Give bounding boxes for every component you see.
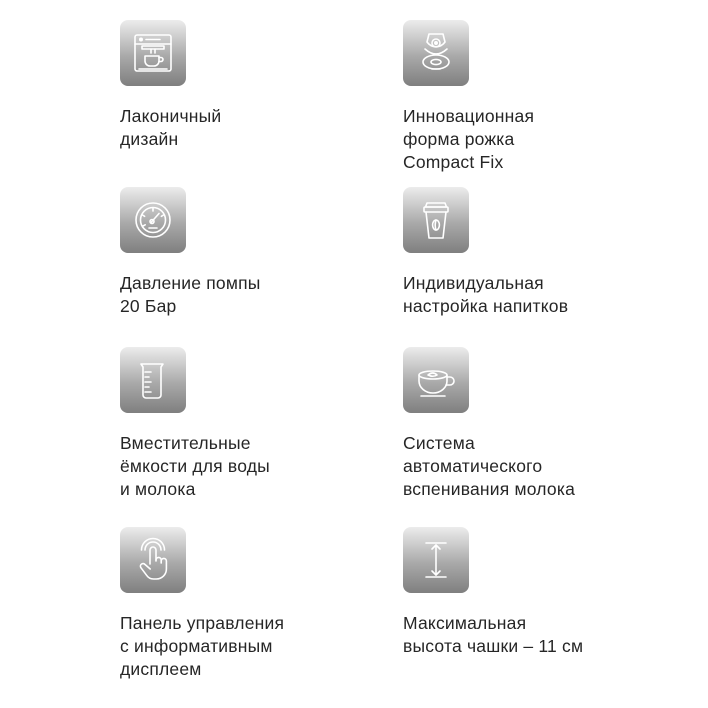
caption-line: Лаконичный: [120, 106, 222, 126]
feature-caption: [403, 272, 663, 318]
feature-caption: [403, 105, 663, 174]
feature-icon-tile: [120, 347, 186, 413]
caption-line: Индивидуальная: [403, 273, 544, 293]
caption-line: Инновационная: [403, 106, 535, 126]
takeaway-cup-icon: [412, 196, 460, 244]
caption-line: Compact Fix: [403, 152, 504, 172]
feature-caption: [120, 612, 380, 681]
caption-line: автоматического: [403, 456, 543, 476]
caption-line: Панель управления: [120, 613, 285, 633]
feature-caption: [403, 612, 663, 658]
caption-line: дизайн: [120, 129, 179, 149]
caption-line: форма рожка: [403, 129, 515, 149]
feature-caption: [120, 432, 380, 501]
caption-line: Система: [403, 433, 475, 453]
caption-line: дисплеем: [120, 659, 202, 679]
feature-icon-tile: [120, 187, 186, 253]
portafilter-icon: [412, 29, 460, 77]
caption-line: ёмкости для воды: [120, 456, 270, 476]
caption-line: Давление помпы: [120, 273, 261, 293]
feature-icon-tile: [403, 347, 469, 413]
caption-line: 20 Бар: [120, 296, 177, 316]
feature-icon-tile: [403, 20, 469, 86]
feature-caption: [403, 432, 663, 501]
touch-finger-icon: [129, 536, 177, 584]
caption-line: настройка напитков: [403, 296, 569, 316]
espresso-machine-icon: [129, 29, 177, 77]
caption-line: Вместительные: [120, 433, 251, 453]
measuring-jug-icon: [129, 356, 177, 404]
feature-icon-tile: [120, 20, 186, 86]
feature-icon-tile: [403, 527, 469, 593]
cup-height-icon: [412, 536, 460, 584]
feature-icon-tile: [403, 187, 469, 253]
caption-line: с информативным: [120, 636, 273, 656]
feature-caption: [120, 105, 380, 151]
caption-line: вспенивания молока: [403, 479, 576, 499]
feature-caption: [120, 272, 380, 318]
pressure-gauge-icon: [129, 196, 177, 244]
caption-line: и молока: [120, 479, 196, 499]
feature-icon-tile: [120, 527, 186, 593]
cappuccino-cup-icon: [412, 356, 460, 404]
caption-line: высота чашки – 11 см: [403, 636, 584, 656]
caption-line: Максимальная: [403, 613, 527, 633]
